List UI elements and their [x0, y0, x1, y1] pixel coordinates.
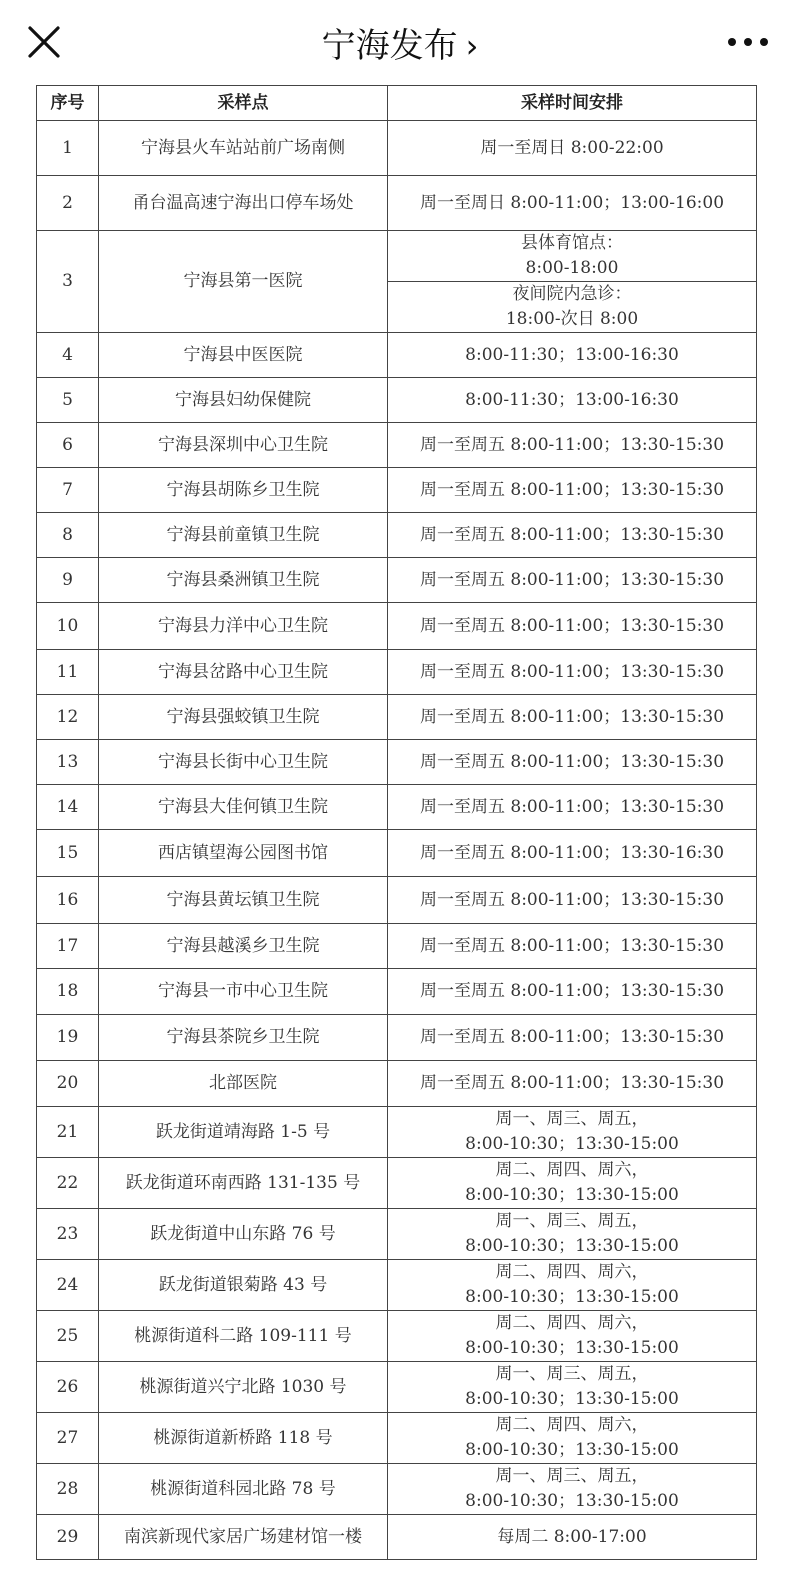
- cell-no: 26: [37, 1362, 99, 1413]
- cell-time-line: 周一至周五 8:00-11:00；13:30-15:30: [419, 434, 725, 455]
- cell-time-line: 8:00-10:30；13:30-15:00: [465, 1236, 679, 1256]
- cell-site: 宁海县长街中心卫生院: [99, 740, 388, 785]
- cell-no: 3: [37, 231, 99, 333]
- cell-time-line: 周一、周三、周五，: [495, 1211, 649, 1231]
- cell-site: 宁海县前童镇卫生院: [99, 513, 388, 558]
- cell-time: [388, 176, 757, 231]
- table-row: [37, 969, 757, 1015]
- cell-site: 宁海县力洋中心卫生院: [99, 603, 388, 650]
- cell-time: [388, 1413, 757, 1464]
- cell-site: 甬台温高速宁海出口停车场处: [99, 176, 388, 231]
- cell-time-line: 8:00-10:30；13:30-15:00: [465, 1134, 679, 1154]
- cell-time: [388, 1015, 757, 1061]
- table-row: [37, 121, 757, 176]
- cell-time-line: 周一至周五 8:00-11:00；13:30-15:30: [419, 524, 725, 545]
- cell-time: [388, 1515, 757, 1560]
- table-row: [37, 1209, 757, 1260]
- cell-site: 宁海县一市中心卫生院: [99, 969, 388, 1015]
- cell-site: 跃龙街道中山东路 76 号: [99, 1209, 388, 1260]
- cell-no: 19: [37, 1015, 99, 1061]
- cell-no: 11: [37, 650, 99, 695]
- table-row: [37, 558, 757, 603]
- cell-time: [388, 333, 757, 378]
- cell-time: [388, 740, 757, 785]
- cell-no: 17: [37, 924, 99, 969]
- cell-site: 宁海县中医医院: [99, 333, 388, 378]
- cell-site: 宁海县茶院乡卫生院: [99, 1015, 388, 1061]
- cell-time: [388, 830, 757, 877]
- column-header-site: 采样点: [99, 86, 388, 121]
- cell-time-line: 周二、周四、周六，: [495, 1262, 649, 1282]
- cell-time-line: 县体育馆点：: [521, 233, 623, 253]
- table-row: [37, 1015, 757, 1061]
- table-row: [37, 1311, 757, 1362]
- table-row: [37, 1061, 757, 1107]
- cell-site: 跃龙街道环南西路 131-135 号: [99, 1158, 388, 1209]
- cell-no: 25: [37, 1311, 99, 1362]
- cell-time-line: 周一至周五 8:00-11:00；13:30-15:30: [419, 796, 725, 817]
- cell-time: [388, 877, 757, 924]
- cell-time-line: 周二、周四、周六，: [495, 1313, 649, 1333]
- table-row: [37, 785, 757, 830]
- cell-time-line: 8:00-11:30；13:00-16:30: [465, 389, 679, 410]
- cell-time-line: 周二、周四、周六，: [495, 1415, 649, 1435]
- cell-site: 宁海县深圳中心卫生院: [99, 423, 388, 468]
- cell-time: [388, 1362, 757, 1413]
- table-row: [37, 513, 757, 558]
- cell-time-line: 周一至周日 8:00-11:00；13:00-16:00: [419, 192, 725, 213]
- cell-time: [388, 231, 757, 282]
- cell-time: [388, 1311, 757, 1362]
- cell-time-line: 周一至周五 8:00-11:00；13:30-15:30: [419, 981, 725, 1001]
- cell-time-line: 8:00-11:30；13:00-16:30: [465, 344, 679, 365]
- cell-time-line: 周一至周五 8:00-11:00；13:30-15:30: [419, 479, 725, 500]
- cell-no: 9: [37, 558, 99, 603]
- table-row: [37, 1158, 757, 1209]
- cell-site: 宁海县火车站站前广场南侧: [99, 121, 388, 176]
- table-row: [37, 1362, 757, 1413]
- table-row: [37, 1515, 757, 1560]
- cell-no: 12: [37, 695, 99, 740]
- table-row: [37, 378, 757, 423]
- table-body: [37, 121, 757, 1560]
- table-header-row: [37, 86, 757, 121]
- cell-time-line: 周一至周五 8:00-11:00；13:30-15:30: [419, 751, 725, 772]
- cell-time: [388, 423, 757, 468]
- table-row: [37, 924, 757, 969]
- sampling-table-container: [36, 85, 756, 1560]
- table-row: [37, 830, 757, 877]
- account-name[interactable]: 宁海发布: [321, 26, 458, 66]
- cell-time-line: 周一至周五 8:00-11:00；13:30-15:30: [419, 661, 725, 682]
- cell-no: 15: [37, 830, 99, 877]
- cell-site: 宁海县越溪乡卫生院: [99, 924, 388, 969]
- cell-site: 桃源街道科二路 109-111 号: [99, 1311, 388, 1362]
- table-row: [37, 1413, 757, 1464]
- cell-time: [388, 924, 757, 969]
- cell-time: [388, 603, 757, 650]
- cell-time-line: 周一、周三、周五，: [495, 1109, 649, 1129]
- table-row: [37, 176, 757, 231]
- cell-no: 16: [37, 877, 99, 924]
- cell-time-line: 8:00-10:30；13:30-15:00: [465, 1440, 679, 1460]
- cell-time-line: 周一至周五 8:00-11:00；13:30-15:30: [419, 935, 725, 956]
- cell-site: 桃源街道新桥路 118 号: [99, 1413, 388, 1464]
- cell-site: 南滨新现代家居广场建材馆一楼: [99, 1515, 388, 1560]
- cell-time-line: 周一至周五 8:00-11:00；13:30-16:30: [419, 842, 725, 863]
- cell-time-line: 8:00-18:00: [525, 258, 619, 278]
- cell-time: [388, 378, 757, 423]
- column-header-no: 序号: [37, 86, 99, 121]
- cell-site: 西店镇望海公园图书馆: [99, 830, 388, 877]
- table-row: [37, 1107, 757, 1158]
- cell-site: 宁海县大佳何镇卫生院: [99, 785, 388, 830]
- cell-time-line: 周一至周五 8:00-11:00；13:30-15:30: [419, 1073, 725, 1093]
- cell-time: [388, 121, 757, 176]
- table-row: [37, 695, 757, 740]
- cell-time: [388, 1260, 757, 1311]
- cell-time-line: 周一至周五 8:00-11:00；13:30-15:30: [419, 1027, 725, 1047]
- cell-time-line: 周一至周五 8:00-11:00；13:30-15:30: [419, 889, 725, 910]
- cell-no: 27: [37, 1413, 99, 1464]
- cell-time-line: 周一、周三、周五，: [495, 1466, 649, 1486]
- chevron-right-icon[interactable]: ›: [465, 27, 479, 65]
- cell-time-line: 周二、周四、周六，: [495, 1160, 649, 1180]
- cell-time: [388, 1464, 757, 1515]
- cell-no: 5: [37, 378, 99, 423]
- table-row: [37, 423, 757, 468]
- cell-site: 宁海县黄坛镇卫生院: [99, 877, 388, 924]
- cell-no: 18: [37, 969, 99, 1015]
- table-row: [37, 877, 757, 924]
- cell-site: 跃龙街道银菊路 43 号: [99, 1260, 388, 1311]
- cell-time-line: 周一至周五 8:00-11:00；13:30-15:30: [419, 569, 725, 590]
- cell-time: [388, 1209, 757, 1260]
- cell-no: 21: [37, 1107, 99, 1158]
- cell-time: [388, 1158, 757, 1209]
- cell-no: 10: [37, 603, 99, 650]
- cell-time-line: 8:00-10:30；13:30-15:00: [465, 1338, 679, 1358]
- cell-time: [388, 513, 757, 558]
- cell-site: 宁海县桑洲镇卫生院: [99, 558, 388, 603]
- cell-time-line: 周一至周五 8:00-11:00；13:30-15:30: [419, 615, 725, 636]
- cell-site: 桃源街道科园北路 78 号: [99, 1464, 388, 1515]
- cell-time-line: 18:00-次日 8:00: [505, 309, 639, 329]
- cell-site: 桃源街道兴宁北路 1030 号: [99, 1362, 388, 1413]
- cell-time: [388, 1107, 757, 1158]
- cell-time: [388, 969, 757, 1015]
- cell-time-line: 夜间院内急诊：: [512, 284, 632, 304]
- cell-no: 4: [37, 333, 99, 378]
- cell-time-line: 8:00-10:30；13:30-15:00: [465, 1287, 679, 1307]
- table-row: [37, 333, 757, 378]
- more-icon[interactable]: [726, 30, 770, 54]
- cell-site: 宁海县强蛟镇卫生院: [99, 695, 388, 740]
- cell-time-line: 周一、周三、周五，: [495, 1364, 649, 1384]
- cell-no: 14: [37, 785, 99, 830]
- cell-site: 宁海县岔路中心卫生院: [99, 650, 388, 695]
- cell-no: 6: [37, 423, 99, 468]
- cell-time: [388, 468, 757, 513]
- cell-no: 8: [37, 513, 99, 558]
- cell-time: [388, 650, 757, 695]
- cell-no: 28: [37, 1464, 99, 1515]
- account-title[interactable]: [0, 18, 800, 67]
- cell-site: 宁海县胡陈乡卫生院: [99, 468, 388, 513]
- column-header-time: 采样时间安排: [388, 86, 757, 121]
- nav-bar: [0, 0, 800, 85]
- cell-time-line: 8:00-10:30；13:30-15:00: [465, 1389, 679, 1409]
- cell-site: 北部医院: [99, 1061, 388, 1107]
- sampling-schedule-table: [36, 85, 757, 1560]
- cell-no: 7: [37, 468, 99, 513]
- table-row: [37, 468, 757, 513]
- cell-time: [388, 695, 757, 740]
- cell-no: 22: [37, 1158, 99, 1209]
- cell-time: [388, 558, 757, 603]
- cell-no: 20: [37, 1061, 99, 1107]
- table-row: [37, 650, 757, 695]
- table-row: [37, 1260, 757, 1311]
- cell-time: [388, 282, 757, 333]
- cell-time: [388, 1061, 757, 1107]
- cell-site: 宁海县妇幼保健院: [99, 378, 388, 423]
- cell-time-line: 每周二 8:00-17:00: [497, 1526, 647, 1547]
- cell-no: 24: [37, 1260, 99, 1311]
- table-row: [37, 603, 757, 650]
- table-row: [37, 231, 757, 282]
- table-row: [37, 740, 757, 785]
- cell-no: 29: [37, 1515, 99, 1560]
- cell-time: [388, 785, 757, 830]
- cell-time-line: 8:00-10:30；13:30-15:00: [465, 1491, 679, 1511]
- cell-no: 13: [37, 740, 99, 785]
- cell-site: 跃龙街道靖海路 1-5 号: [99, 1107, 388, 1158]
- cell-time-line: 周一至周日 8:00-22:00: [480, 137, 664, 158]
- cell-site: 宁海县第一医院: [99, 231, 388, 333]
- cell-time-line: 周一至周五 8:00-11:00；13:30-15:30: [419, 706, 725, 727]
- cell-no: 23: [37, 1209, 99, 1260]
- cell-time-line: 8:00-10:30；13:30-15:00: [465, 1185, 679, 1205]
- table-row: [37, 1464, 757, 1515]
- cell-no: 1: [37, 121, 99, 176]
- cell-no: 2: [37, 176, 99, 231]
